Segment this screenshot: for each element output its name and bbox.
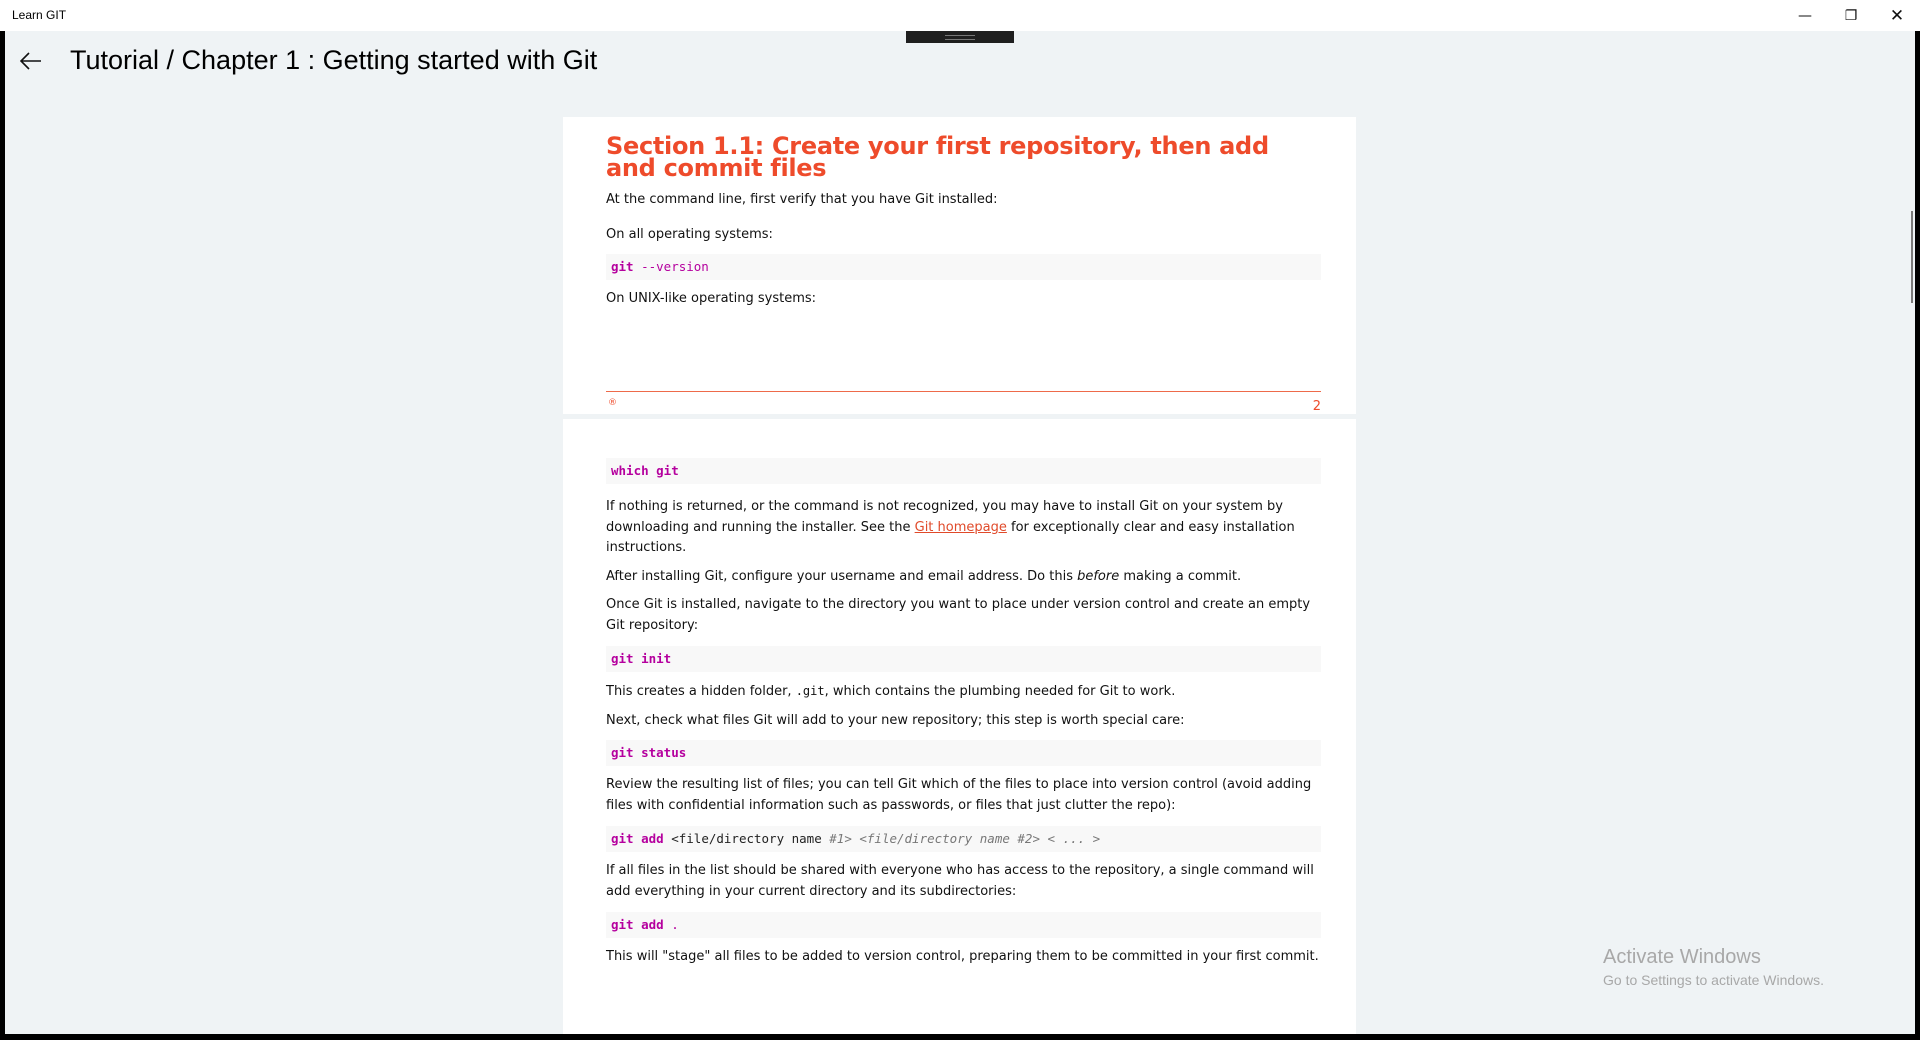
code-block-git-status: [606, 740, 1321, 766]
paragraph-next-check: Next, check what files Git will add to your new repository; this step is worth special care:: [606, 712, 1185, 728]
app-title: Learn GIT: [12, 8, 67, 22]
code-comment: <file/directory name #2>: [851, 831, 1040, 846]
tablet-drag-handle[interactable]: [906, 31, 1014, 43]
code-keyword: git status: [611, 745, 687, 760]
vertical-scrollbar-thumb[interactable]: [1911, 211, 1913, 303]
document-page-1: [563, 117, 1356, 414]
close-icon: ✕: [1889, 5, 1905, 26]
code-keyword: which git: [611, 463, 679, 478]
paragraph-hidden-folder: [606, 681, 1321, 703]
emphasis-text: before: [1077, 568, 1120, 584]
code-block-git-add-dot: [606, 912, 1321, 938]
code-block-git-version: [606, 254, 1321, 280]
section-title: Section 1.1: Create your first repository, then add and commit files: [606, 132, 1269, 182]
minimize-icon: —: [1798, 7, 1812, 24]
document-page-2: [563, 419, 1356, 1034]
minimize-button[interactable]: [1782, 0, 1828, 31]
paragraph-verify: At the command line, first verify that you have Git installed:: [606, 192, 998, 207]
paragraph-unix: On UNIX-like operating systems:: [606, 291, 817, 306]
paragraph-all-os: On all operating systems:: [606, 226, 773, 242]
watermark-subtitle: Go to Settings to activate Windows.: [1603, 972, 1824, 988]
paragraph-review-files: Review the resulting list of files; you can tell Git which of the files to place into version control (avoid adding files with confidential information such as passwords, or files that just clutter the repo):: [606, 777, 1312, 813]
app-content: [5, 31, 1915, 1034]
code-text: .: [663, 917, 679, 932]
inline-code: .git: [795, 684, 825, 698]
paragraph-stage: This will "stage" all files to be added to version control, preparing them to be committed in your first commit.: [606, 949, 1319, 964]
text-span: This creates a hidden folder,: [606, 684, 796, 699]
paragraph-nothing-returned: [606, 497, 1321, 559]
code-block-git-add-files: [606, 826, 1321, 852]
back-button[interactable]: [15, 45, 47, 77]
title-bar: [0, 0, 1920, 31]
watermark-title: Activate Windows: [1603, 946, 1761, 968]
grip-icon: [945, 35, 975, 40]
text-span: , which contains the plumbing needed for Git to work.: [824, 684, 1176, 699]
code-keyword: git add: [611, 917, 664, 932]
text-span: for exceptionally clear and easy installation instructions.: [606, 519, 1295, 555]
code-keyword: git: [611, 259, 634, 274]
page-number: 2: [1312, 399, 1321, 414]
code-comment: #1>: [829, 831, 852, 846]
code-comment: < ... >: [1040, 831, 1101, 846]
text-span: After installing Git, configure your username and email address. Do this: [606, 568, 1078, 584]
text-span: making a commit.: [1119, 568, 1242, 584]
code-block-which-git: [606, 458, 1321, 484]
code-keyword: git init: [611, 651, 672, 666]
paragraph-all-files-shared: If all files in the list should be shared with everyone who has access to the repository, a single command will add everything in your current directory and its subdirectories:: [606, 863, 1314, 899]
code-text: <file/directory name: [663, 831, 830, 846]
arrow-left-icon: [20, 52, 42, 70]
maximize-button[interactable]: [1828, 0, 1874, 31]
code-keyword: git add: [611, 831, 664, 846]
page-footer-divider: [606, 391, 1321, 392]
paragraph-after-installing: [606, 567, 1321, 588]
close-button[interactable]: [1874, 0, 1920, 31]
text-span: If nothing is returned, or the command is not recognized, you may have to install Git on your system by downloading and running the installer. See the: [606, 499, 1283, 535]
code-text: --version: [633, 259, 709, 274]
restore-icon: ❐: [1844, 7, 1858, 24]
footer-mark: ®: [608, 398, 617, 408]
paragraph-once-installed: Once Git is installed, navigate to the directory you want to place under version control and create an empty Git repository:: [606, 597, 1311, 633]
code-block-git-init: [606, 646, 1321, 672]
activate-windows-watermark: [1603, 946, 1824, 988]
git-homepage-link[interactable]: Git homepage: [914, 519, 1007, 535]
page-title: Tutorial / Chapter 1 : Getting started with Git: [70, 45, 598, 75]
